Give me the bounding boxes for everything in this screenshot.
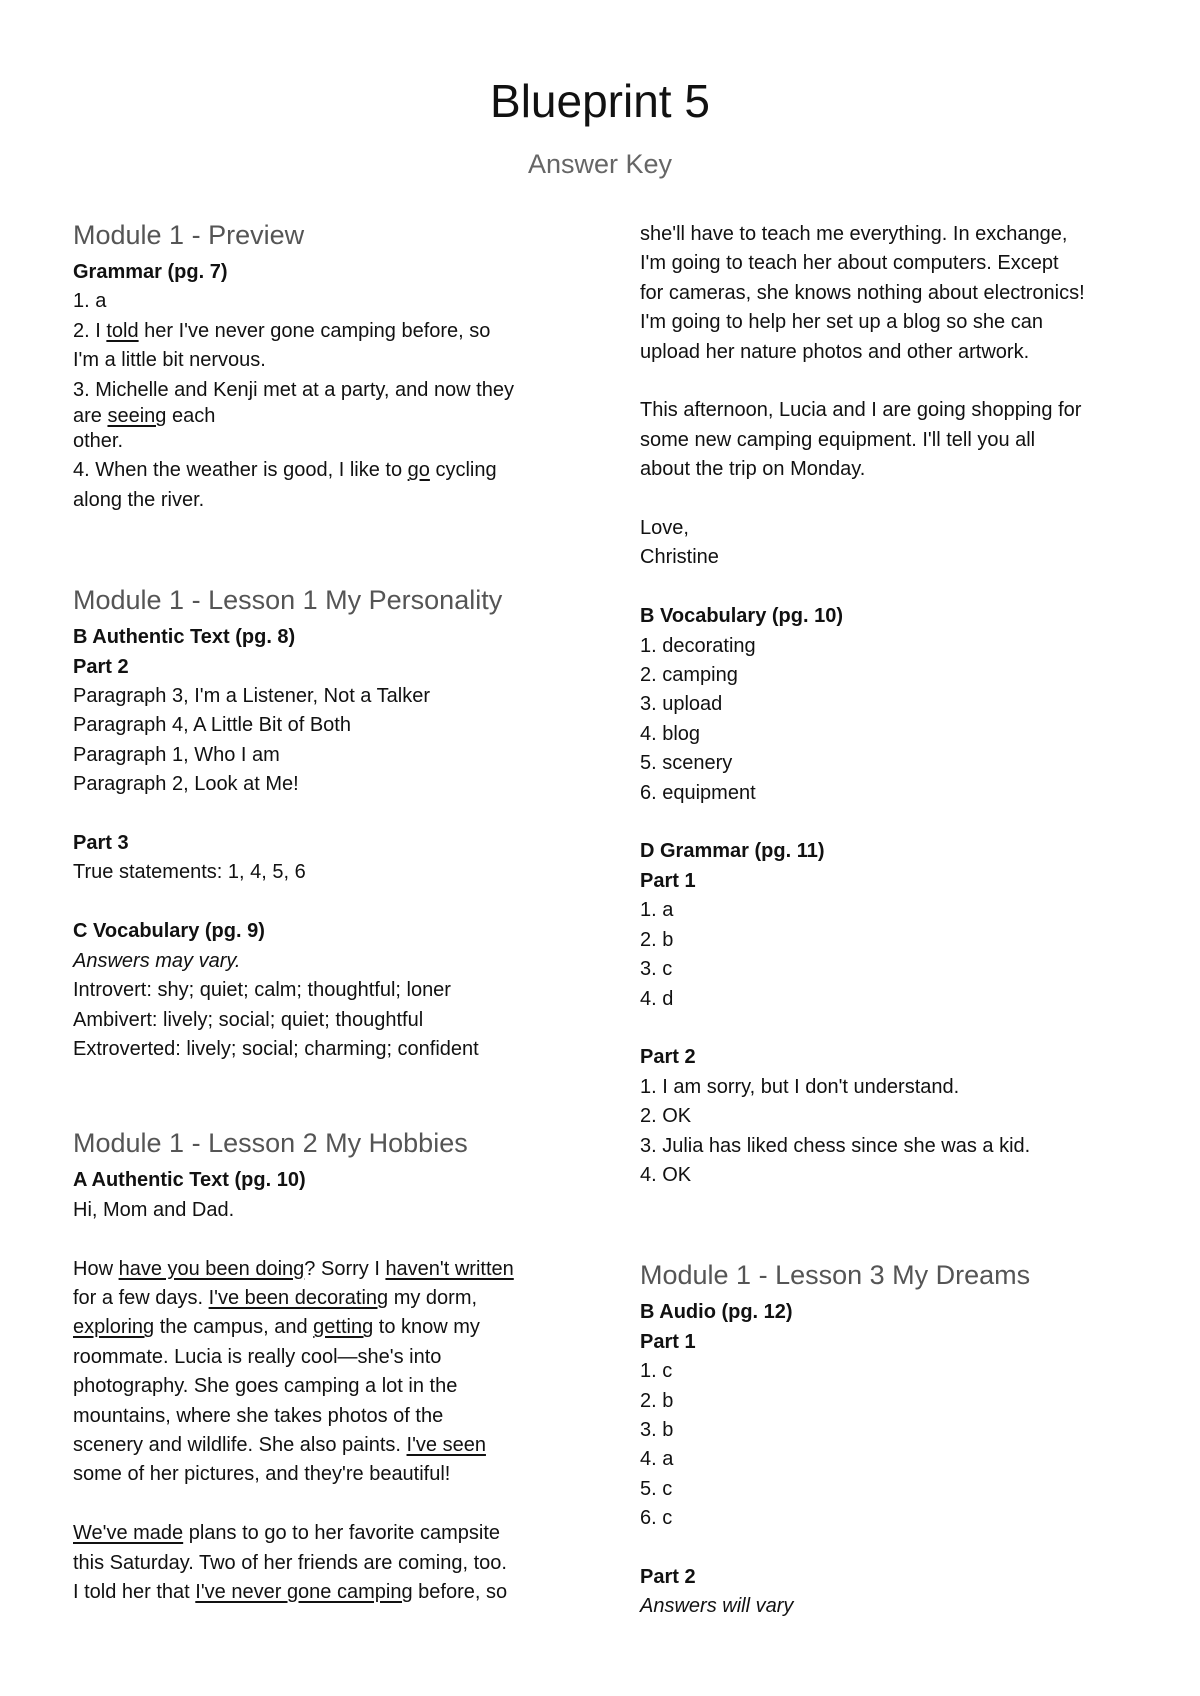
- letter-line: I'm going to help her set up a blog so she can: [640, 311, 1043, 334]
- answer-line: along the river.: [73, 488, 205, 511]
- answer-line: 3. c: [640, 958, 673, 981]
- letter-line: This afternoon, Lucia and I are going shopping for: [640, 399, 1082, 422]
- underlined-answer: I've been decorating: [208, 1286, 389, 1309]
- letter-line: [73, 1313, 593, 1342]
- subheading-vocabulary: B Vocabulary (pg. 10): [640, 605, 844, 628]
- underlined-answer: getting: [313, 1316, 374, 1339]
- answer-line: 1. a: [73, 290, 107, 313]
- answer-line: 5. scenery: [640, 752, 733, 775]
- answer-line: [73, 405, 593, 427]
- letter-line: for cameras, she knows nothing about electronics!: [640, 281, 1085, 304]
- subheading-authentic-text: A Authentic Text (pg. 10): [73, 1169, 306, 1192]
- subheading-vocabulary: C Vocabulary (pg. 9): [73, 920, 265, 943]
- underlined-answer: seeing: [107, 405, 167, 428]
- letter-line: this Saturday. Two of her friends are coming, too.: [73, 1551, 507, 1574]
- text: ? Sorry I: [304, 1257, 386, 1280]
- letter-line: upload her nature photos and other artwork.: [640, 340, 1030, 363]
- answer-line: 6. equipment: [640, 781, 756, 804]
- text: my dorm,: [388, 1286, 478, 1309]
- text: I told her that: [73, 1580, 196, 1603]
- letter-line: some new camping equipment. I'll tell you all: [640, 428, 1036, 451]
- underlined-answer: told: [106, 319, 139, 342]
- answer-line: Extroverted: lively; social; charming; confident: [73, 1037, 479, 1060]
- answer-line: Ambivert: lively; social; quiet; thoughtful: [73, 1008, 424, 1031]
- text: plans to go to her favorite campsite: [183, 1522, 501, 1545]
- letter-line: Hi, Mom and Dad.: [73, 1198, 235, 1221]
- underlined-answer: have you been doing: [118, 1257, 305, 1280]
- answer-line: Paragraph 1, Who I am: [73, 743, 280, 766]
- answer-line: 1. c: [640, 1360, 673, 1383]
- text: cycling: [429, 459, 497, 482]
- letter-line: [73, 1578, 593, 1607]
- answer-line: Paragraph 2, Look at Me!: [73, 773, 299, 796]
- letter-line: Love,: [640, 517, 689, 540]
- letter-line: [73, 1431, 593, 1460]
- section-heading-preview: Module 1 - Preview: [73, 220, 305, 250]
- part-label: Part 1: [640, 1330, 696, 1353]
- letter-line: [73, 1519, 593, 1548]
- part-label: Part 3: [73, 832, 129, 855]
- answer-line: [73, 456, 593, 485]
- answer-line: Introvert: shy; quiet; calm; thoughtful; loner: [73, 979, 451, 1002]
- letter-line: [73, 1284, 593, 1313]
- answer-line: 3. Julia has liked chess since she was a kid.: [640, 1134, 1031, 1157]
- note: Answers may vary.: [73, 949, 241, 972]
- subheading-grammar: D Grammar (pg. 11): [640, 840, 825, 863]
- part-label: Part 2: [640, 1046, 696, 1069]
- answer-line: 1. I am sorry, but I don't understand.: [640, 1075, 960, 1098]
- text: scenery and wildlife. She also paints.: [73, 1433, 407, 1456]
- underlined-answer: I've seen: [406, 1433, 486, 1456]
- part-label: Part 2: [640, 1565, 696, 1588]
- answer-line: 2. OK: [640, 1105, 692, 1128]
- answer-line: I'm a little bit nervous.: [73, 349, 266, 372]
- answer-line: 4. OK: [640, 1163, 692, 1186]
- answer-line: 2. camping: [640, 664, 738, 687]
- letter-line: some of her pictures, and they're beautiful!: [73, 1463, 451, 1486]
- letter-line: Christine: [640, 546, 719, 569]
- text: before, so: [412, 1580, 508, 1603]
- answer-line: 4. d: [640, 987, 674, 1010]
- answer-line: 3. upload: [640, 693, 723, 716]
- answer-line: 4. blog: [640, 722, 701, 745]
- text: 2. I: [73, 319, 107, 342]
- section-heading-lesson2: Module 1 - Lesson 2 My Hobbies: [73, 1128, 468, 1159]
- part-label: Part 1: [640, 869, 696, 892]
- letter-line: photography. She goes camping a lot in the: [73, 1375, 458, 1398]
- subheading-authentic-text: B Authentic Text (pg. 8): [73, 626, 296, 649]
- answer-line: 3. b: [640, 1418, 674, 1441]
- underlined-answer: go: [407, 459, 430, 482]
- answer-line: [73, 317, 593, 346]
- underlined-answer: We've made: [73, 1522, 184, 1545]
- text: 4. When the weather is good, I like to: [73, 459, 408, 482]
- answer-line: 2. b: [640, 928, 674, 951]
- answer-line: 1. decorating: [640, 634, 756, 657]
- text: her I've never gone camping before, so: [138, 319, 491, 342]
- answer-line: 3. Michelle and Kenji met at a party, and now they: [73, 378, 514, 401]
- answer-line: 2. b: [640, 1389, 674, 1412]
- right-column: [640, 220, 1160, 1622]
- text: each: [166, 405, 216, 428]
- subheading-audio: B Audio (pg. 12): [640, 1301, 793, 1324]
- text: to know my: [373, 1316, 480, 1339]
- note: Answers will vary: [640, 1595, 794, 1618]
- document-title: Blueprint 5: [490, 75, 710, 127]
- subheading-grammar: Grammar (pg. 7): [73, 261, 228, 283]
- section-heading-lesson1: Module 1 - Lesson 1 My Personality: [73, 585, 503, 616]
- answer-line: 6. c: [640, 1507, 673, 1530]
- section-heading-lesson3: Module 1 - Lesson 3 My Dreams: [640, 1260, 1031, 1291]
- answer-line: 5. c: [640, 1477, 673, 1500]
- answer-line: True statements: 1, 4, 5, 6: [73, 861, 306, 884]
- part-label: Part 2: [73, 655, 129, 678]
- letter-line: [73, 1255, 593, 1284]
- letter-line: she'll have to teach me everything. In exchange,: [640, 223, 1068, 245]
- answer-line: Paragraph 4, A Little Bit of Both: [73, 714, 351, 737]
- answer-line: Paragraph 3, I'm a Listener, Not a Talker: [73, 685, 430, 708]
- letter-line: I'm going to teach her about computers. Except: [640, 252, 1059, 275]
- letter-line: about the trip on Monday.: [640, 458, 866, 481]
- answer-line: 1. a: [640, 899, 674, 922]
- text: for a few days.: [73, 1286, 209, 1309]
- underlined-answer: haven't written: [385, 1257, 514, 1280]
- underlined-answer: exploring: [73, 1316, 155, 1339]
- left-column: [73, 218, 593, 1607]
- letter-line: roommate. Lucia is really cool—she's into: [73, 1345, 442, 1368]
- letter-line: mountains, where she takes photos of the: [73, 1404, 444, 1427]
- text: the campus, and: [154, 1316, 314, 1339]
- text: are: [73, 405, 108, 428]
- document-subtitle: Answer Key: [527, 149, 673, 179]
- text: How: [73, 1257, 119, 1280]
- underlined-answer: I've never gone camping: [195, 1580, 413, 1603]
- answer-line: other.: [73, 430, 124, 453]
- answer-line: 4. a: [640, 1448, 674, 1471]
